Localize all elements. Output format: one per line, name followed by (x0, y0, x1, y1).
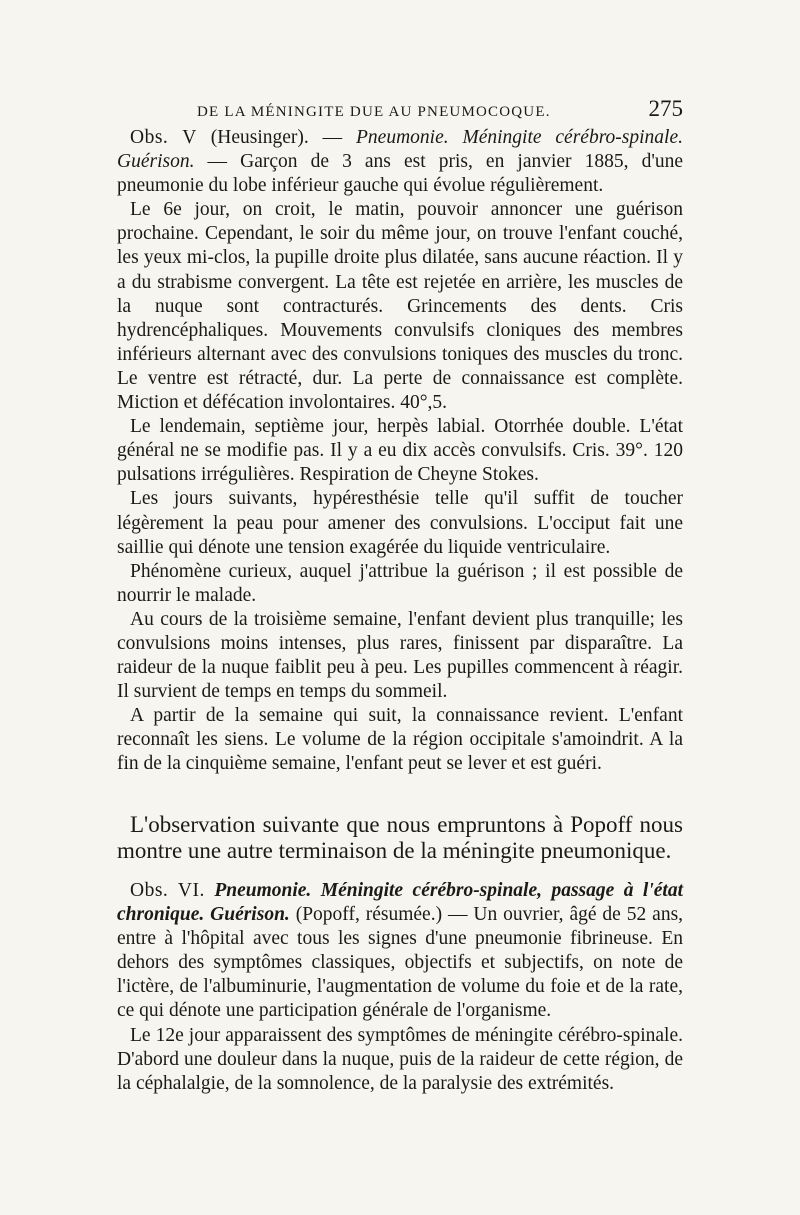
paragraph: Les jours suivants, hypéresthésie telle qu'il suffit de toucher légèrement la peau pour amener des convulsions. L'occiput fait une saillie qui dénote une tension exagérée du liquide ventriculaire. (117, 488, 683, 558)
observation-diagnosis: Pneumonie. Méningite cérébro-spinale, passage à l'état chronique. Guérison. (117, 880, 684, 926)
observation-diagnosis: Pneumonie. Méningite cérébro-spinale. Guérison. (117, 127, 684, 173)
page-number: 275 (648, 96, 683, 121)
page-header (117, 96, 683, 122)
observation-5 (117, 126, 683, 198)
paragraph: Le lendemain, septième jour, herpès labial. Otorrhée double. L'état général ne se modifie pas. Il y a eu dix accès convulsifs. Cris. 39°. 120 pulsations irrégulières. Respiration de Cheyne Stokes. (117, 416, 683, 486)
body-text-upper (117, 126, 683, 777)
observation-6 (117, 879, 683, 1024)
observation-text: — Garçon de 3 ans est pris, en janvier 1885, d'une pneumonie du lobe inférieur gauche qui évolue régulièrement. (117, 151, 683, 197)
observation-label: Obs. VI. (130, 880, 205, 901)
observation-text: Un ouvrier, âgé de 52 ans, entre à l'hôpital avec tous les signes d'une pneumonie fibrineuse. En dehors des symptômes classiques, objectifs et subjectifs, on note de l'ictère, de l'albuminurie, l'augmentation de volume du foie et de la rate, ce qui dénote une participation générale de l'organisme. (117, 904, 684, 1022)
paragraph: Phénomène curieux, auquel j'attribue la guérison ; il est possible de nourrir le malade. (117, 560, 683, 606)
body-text-lower (117, 879, 683, 1096)
paragraph: A partir de la semaine qui suit, la connaissance revient. L'enfant reconnaît les siens. Le volume de la région occipitale s'amoindrit. A la fin de la cinquième semaine, l'enfant peut se lever et est guéri. (117, 705, 683, 775)
observation-label: Obs. V (130, 127, 197, 148)
running-title: DE LA MÉNINGITE DUE AU PNEUMOCOQUE. (197, 104, 551, 120)
observation-author: (Heusinger). — (210, 127, 343, 148)
paragraph: Au cours de la troisième semaine, l'enfant devient plus tranquille; les convulsions moins intenses, plus rares, finissent par disparaître. La raideur de la nuque faiblit peu à peu. Les pupilles commencent à réagir. Il survient de temps en temps du sommeil. (117, 608, 683, 703)
paragraph: Le 12e jour apparaissent des symptômes de méningite cérébro-spinale. D'abord une douleur dans la nuque, puis de la raideur de cette région, de la céphalalgie, de la somnolence, de la paralysie des extrémités. (117, 1024, 683, 1094)
transition-block (117, 812, 683, 864)
paragraph: Le 6e jour, on croit, le matin, pouvoir annoncer une guérison prochaine. Cependant, le soir du même jour, on trouve l'enfant couché, les yeux mi-clos, la pupille droite plus dilatée, sans aucune réaction. Il y a du strabisme convergent. La tête est rejetée en arrière, les muscles de la nuque sont contracturés. Grincements des dents. Cris hydrencéphaliques. Mouvements convulsifs cloniques des membres inférieurs alternant avec des convulsions toniques des muscles du tronc. Le ventre est rétracté, dur. La perte de connaissance est complète. Miction et défécation involontaires. 40°,5. (117, 199, 683, 414)
transition-paragraph: L'observation suivante que nous empruntons à Popoff nous montre une autre terminaison de la méningite pneumonique. (117, 812, 683, 863)
observation-source: (Popoff, résumée.) — (295, 904, 468, 926)
